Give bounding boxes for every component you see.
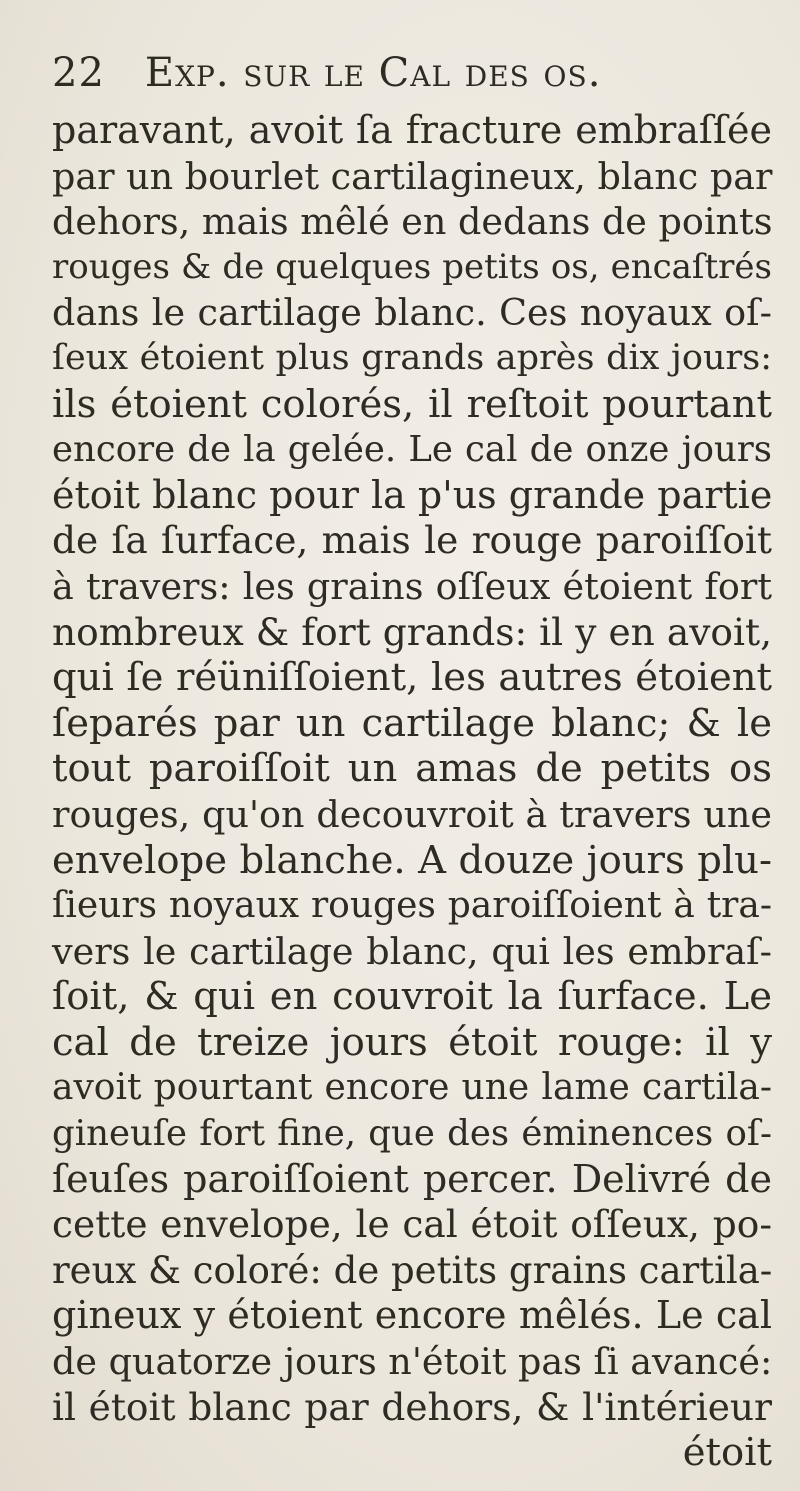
body-text xyxy=(52,108,772,1476)
text-line: gineuſe fort fine, que des éminences oſ- xyxy=(52,1113,772,1155)
text-line: de ſa ſurface, mais le rouge paroiſſoit xyxy=(52,518,772,563)
text-line: étoit blanc pour la p'us grande partie xyxy=(52,472,773,517)
text-line: ſeparés par un cartilage blanc; & le xyxy=(52,700,772,746)
text-line: rouges & de quelques petits os, encaſtrés xyxy=(52,246,772,287)
text-line: de quatorze jours n'étoit pas ſi avancé: xyxy=(52,1340,773,1384)
text-line: il étoit blanc par dehors, & l'intérieur xyxy=(52,1384,772,1429)
text-line: qui ſe réüniſſoient, les autres étoient xyxy=(52,655,772,701)
text-line: rouges, qu'on decouvroit à travers une xyxy=(52,792,772,836)
page-number: 22 xyxy=(52,50,105,96)
text-line: ſeuſes paroiſſoient percer. Delivré de xyxy=(52,1156,772,1201)
text-line: ſoit, & qui en couvroit la ſurface. Le xyxy=(52,974,772,1020)
text-line: cal de treize jours étoit rouge: il y xyxy=(52,1019,772,1065)
text-line: étoit xyxy=(682,1430,772,1476)
text-line: par un bourlet cartilagineux, blanc par xyxy=(52,154,773,198)
text-line: paravant, avoit ſa fracture embraſſée xyxy=(52,108,772,152)
text-line: nombreux & fort grands: il y en avoit, xyxy=(52,609,772,654)
text-line: cette envelope, le cal étoit oſſeux, po- xyxy=(52,1202,772,1247)
text-line: encore de la gelée. Le cal de onze jours xyxy=(52,429,772,471)
text-line: tout paroiſſoit un amas de petits os xyxy=(52,746,772,792)
text-line: dans le cartilage blanc. Ces noyaux oſ- xyxy=(52,291,772,335)
text-line: dehors, mais mêlé en dedans de points xyxy=(52,200,773,244)
text-line: envelope blanche. A douze jours plu- xyxy=(52,837,772,883)
text-line: gineux y étoient encore mêlés. Le cal xyxy=(52,1293,772,1338)
text-line: vers le cartilage blanc, qui les embraſ- xyxy=(52,929,772,973)
running-header xyxy=(52,50,752,96)
text-line: avoit pourtant encore une lame cartila- xyxy=(52,1067,772,1109)
text-line: à travers: les grains oſſeux étoient fort xyxy=(52,564,772,608)
text-line: ſeux étoient plus grands après dix jours: xyxy=(52,337,772,378)
text-line: ſieurs noyaux rouges paroiſſoient à tra- xyxy=(52,885,772,927)
text-line: ils étoient colorés, il reſtoit pourtant xyxy=(52,381,772,427)
text-line: reux & coloré: de petits grains cartila- xyxy=(52,1248,773,1292)
running-title: Exp. sur le Cal des os. xyxy=(144,50,602,96)
